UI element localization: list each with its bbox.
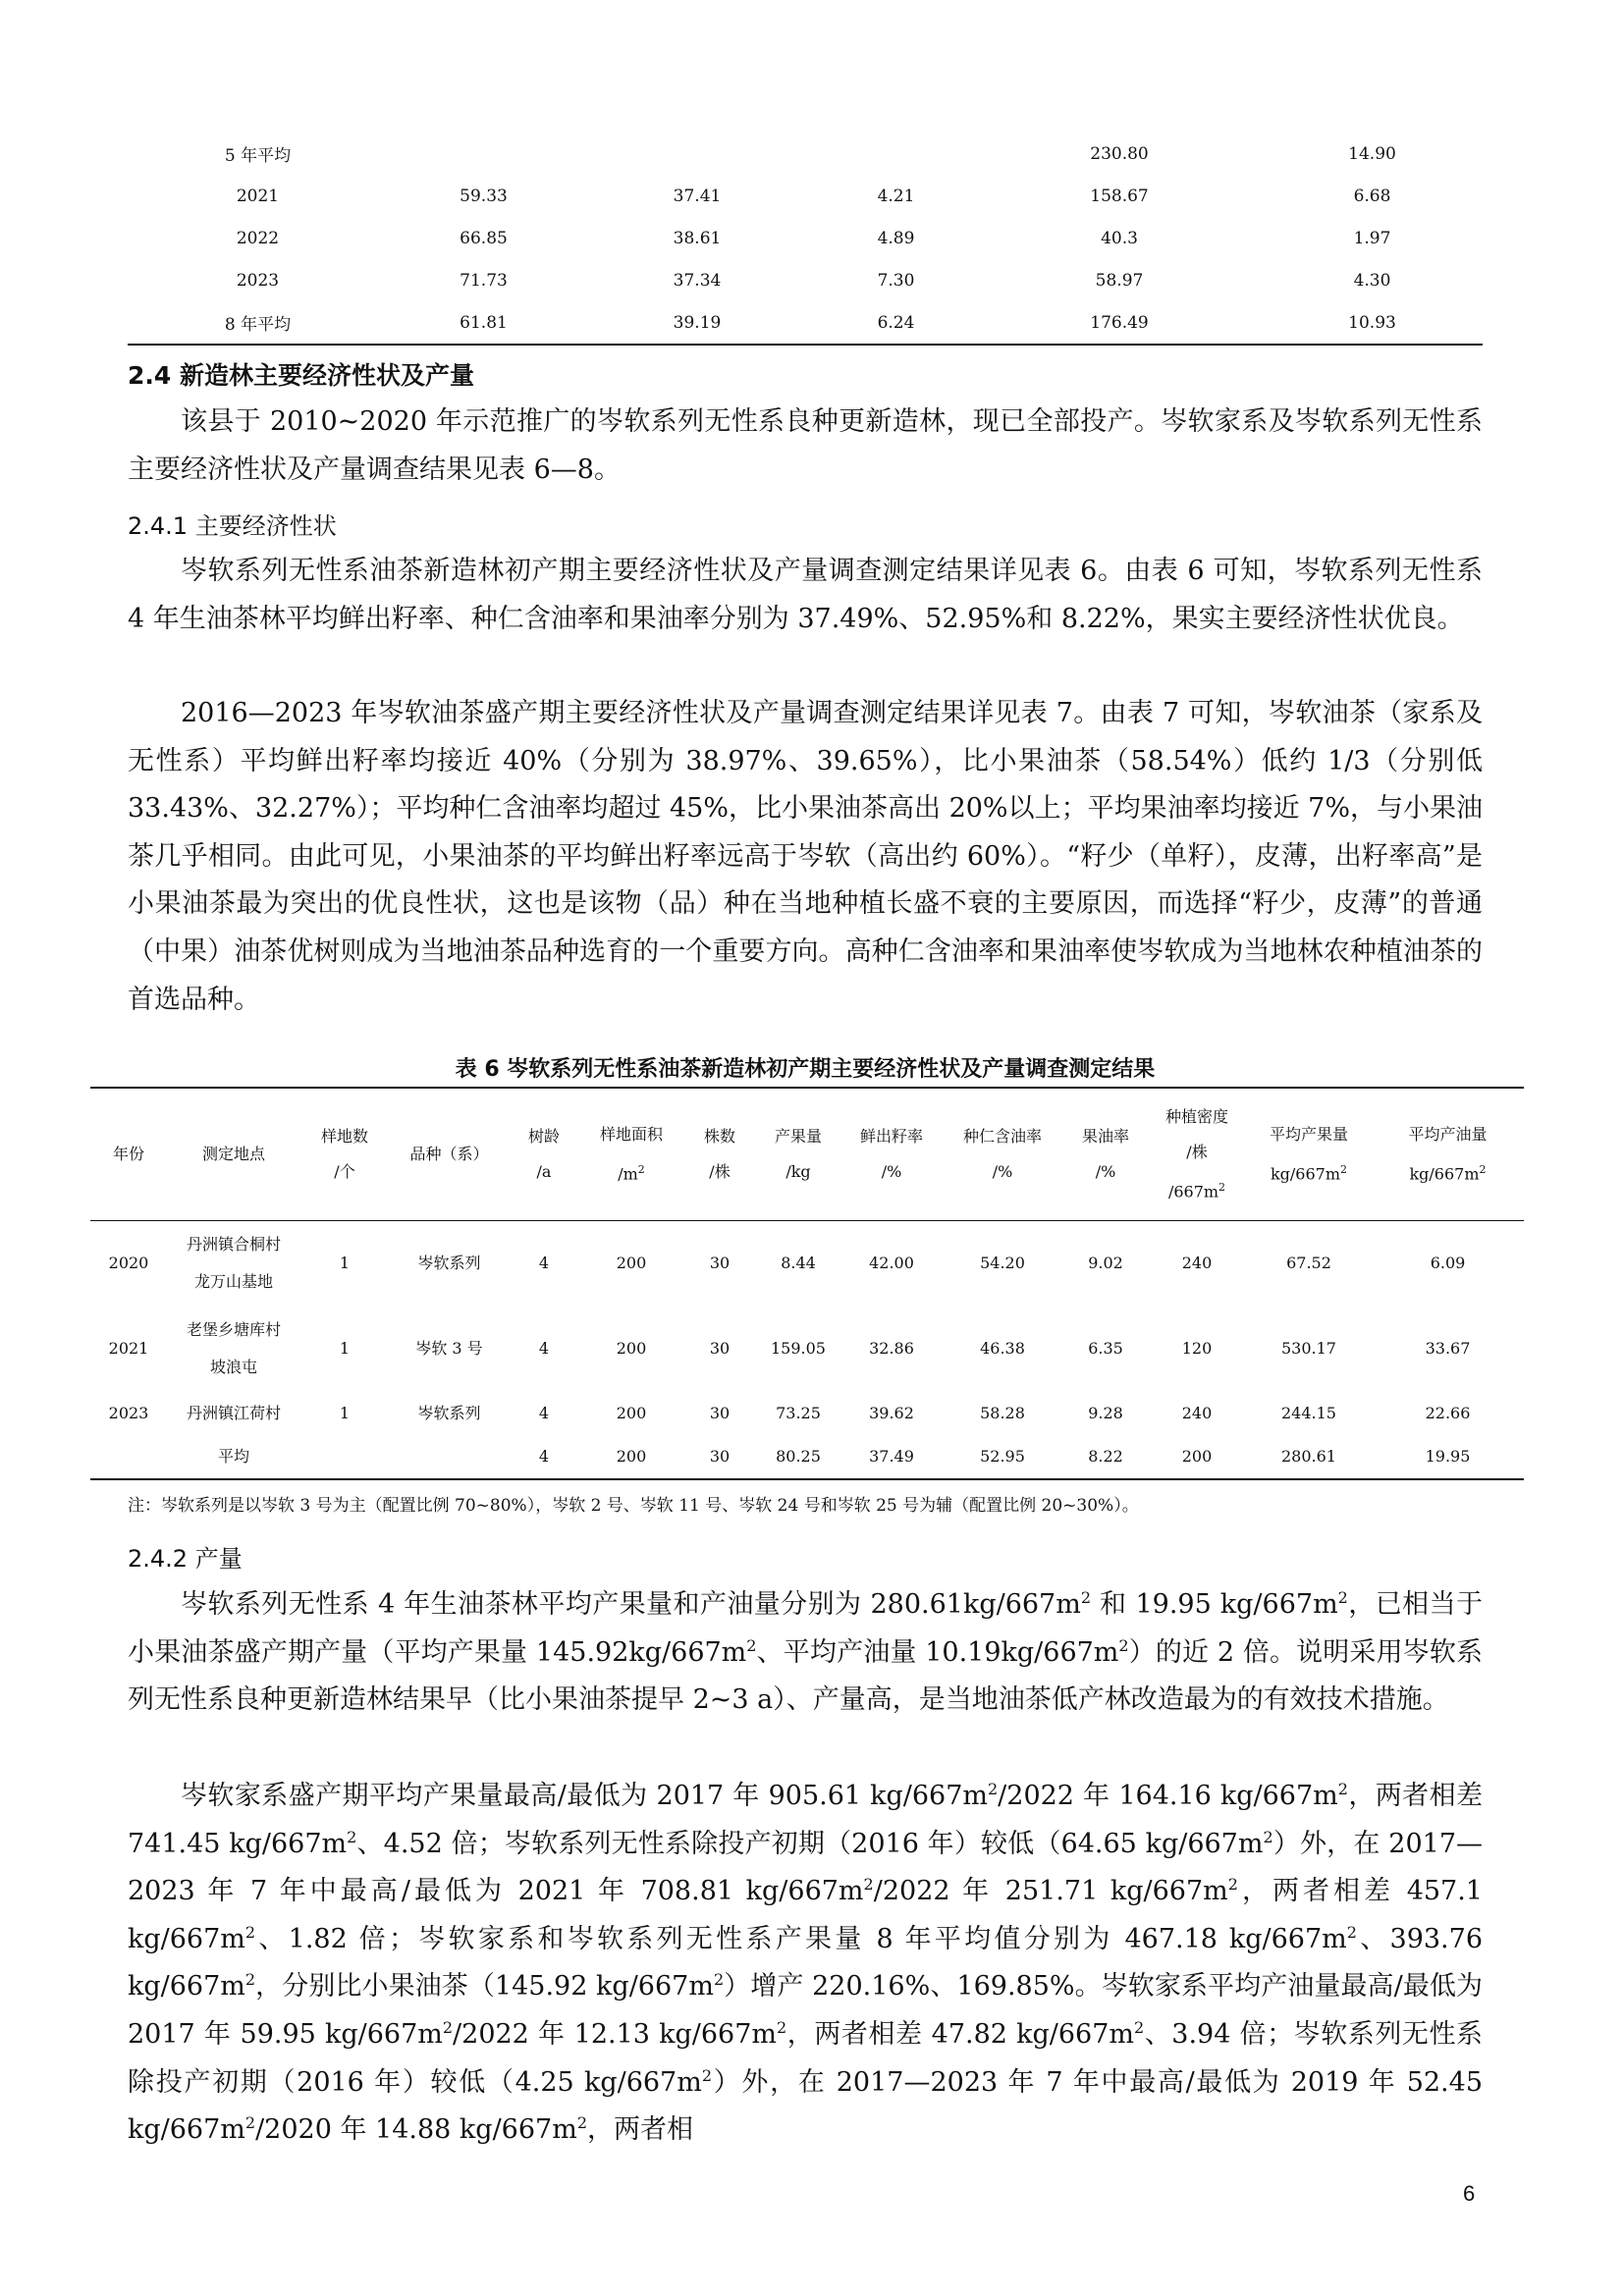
column-header: 样地面积 $/m^2$ bbox=[578, 1088, 684, 1220]
subsection-heading: 2.4.1 主要经济性状 bbox=[128, 512, 337, 540]
table-cell: 2021 bbox=[108, 1339, 149, 1358]
section-heading: 2.4 新造林主要经济性状及产量 bbox=[128, 361, 474, 390]
column-header: 品种（系） bbox=[389, 1088, 510, 1220]
table-row bbox=[128, 217, 1483, 259]
table-cell: 4.30 bbox=[1353, 270, 1391, 291]
table-row bbox=[128, 133, 1483, 175]
table-cell: 54.20 bbox=[980, 1254, 1025, 1272]
paragraph: 岑软系列无性系油茶新造林初产期主要经济性状及产量调查测定结果详见表 6。由表 6 可知，岑软系列无性系 4 年生油茶林平均鲜出籽率、种仁含油率和果油率分别为 37.49%、52.95%和 8.22%，果实主要经济性状优良。 bbox=[128, 556, 1483, 634]
table-cell bbox=[388, 133, 579, 175]
table-cell: 1.97 bbox=[1353, 228, 1391, 248]
table-row bbox=[90, 1220, 1524, 1307]
table-cell: 4.89 bbox=[877, 228, 915, 248]
table-row bbox=[90, 1392, 1524, 1435]
table-cell: 52.95 bbox=[942, 1435, 1063, 1479]
table-cell bbox=[300, 1435, 389, 1479]
table-cell: 67.52 bbox=[1286, 1254, 1331, 1272]
table-cell: 6.68 bbox=[1353, 186, 1391, 206]
table-cell: 46.38 bbox=[980, 1339, 1025, 1358]
table-cell: 4 bbox=[510, 1435, 578, 1479]
table-cell: 30 bbox=[709, 1339, 731, 1358]
table-cell: 4 bbox=[538, 1254, 550, 1272]
column-header: 株数 /株 bbox=[684, 1088, 755, 1220]
column-header: 鲜出籽率 /% bbox=[841, 1088, 942, 1220]
paragraph: 岑软系列无性系 4 年生油茶林平均产果量和产油量分别为 $280.61kg/667m^2$ 和 19.95 $kg/667m^2$，已相当于小果油茶盛产期产量（平均产果量 $145.92kg/667m^2$、平均产油量 $10.19kg/667m^2$）的近 2 倍。说明采用岑软系列无性系良种更新造林结果早（比小果油茶提早 2~3 a）、产量高，是当地油茶低产林改造最为的有效技术措施。 bbox=[128, 1588, 1484, 1716]
table-cell: 7.30 bbox=[877, 270, 915, 291]
table-cell: 6.09 bbox=[1430, 1254, 1466, 1272]
column-header: 种植密度 /株 $/667m^2$ bbox=[1148, 1088, 1246, 1220]
table-cell: 2022 bbox=[236, 228, 280, 248]
table-cell: 4 bbox=[538, 1403, 550, 1422]
table-cell: 14.90 bbox=[1348, 143, 1396, 164]
table-cell: 32.86 bbox=[869, 1339, 914, 1358]
table-note: 注：岑软系列是以岑软 3 号为主（配置比例 70~80%），岑软 2 号、岑软 11 号、岑软 24 号和岑软 25 号为辅（配置比例 20~30%）。 bbox=[128, 1496, 1139, 1516]
table-cell: 5 年平均 bbox=[224, 146, 292, 166]
table-row bbox=[128, 259, 1483, 301]
table-cell: 22.66 bbox=[1425, 1403, 1471, 1422]
table-cell: 38.61 bbox=[673, 228, 722, 248]
table-cell: 200 bbox=[616, 1254, 647, 1272]
column-header: 样地数 /个 bbox=[300, 1088, 389, 1220]
table-cell: 158.67 bbox=[1090, 186, 1149, 206]
table-cell: 2023 bbox=[108, 1403, 149, 1422]
table-cell: 平均 bbox=[167, 1435, 300, 1479]
table-cell: 1 bbox=[339, 1403, 351, 1422]
table-cell: 200 bbox=[616, 1339, 647, 1358]
page-number: 6 bbox=[1463, 2181, 1476, 2206]
subsection-heading: 2.4.2 产量 bbox=[128, 1545, 243, 1573]
table-cell: 42.00 bbox=[869, 1254, 914, 1272]
table-caption: 表 6 岑软系列无性系油茶新造林初产期主要经济性状及产量调查测定结果 bbox=[455, 1057, 1156, 1082]
table-cell: 8 年平均 bbox=[128, 301, 388, 345]
table-cell: 6.35 bbox=[1088, 1339, 1123, 1358]
table-cell: 240 bbox=[1181, 1254, 1213, 1272]
table-cell: 丹洲镇合桐村 龙万山基地 bbox=[186, 1235, 281, 1291]
table-row bbox=[128, 301, 1483, 345]
table-cell: 岑软系列 bbox=[417, 1403, 481, 1422]
column-header: 果油率 /% bbox=[1063, 1088, 1148, 1220]
table-cell: 40.3 bbox=[1101, 228, 1138, 248]
table-cell: 73.25 bbox=[776, 1403, 821, 1422]
table-cell bbox=[389, 1435, 510, 1479]
table-cell: 10.93 bbox=[1262, 301, 1483, 345]
table-row bbox=[128, 175, 1483, 217]
table-5-continuation bbox=[128, 133, 1483, 346]
table-cell: 39.62 bbox=[869, 1403, 914, 1422]
table-cell bbox=[815, 133, 977, 175]
table-cell: 30 bbox=[709, 1254, 731, 1272]
table-cell: 37.49 bbox=[841, 1435, 942, 1479]
table-cell: 4.21 bbox=[877, 186, 915, 206]
table-row bbox=[90, 1435, 1524, 1479]
table-cell: 58.28 bbox=[980, 1403, 1025, 1422]
table-cell: 61.81 bbox=[388, 301, 579, 345]
table-cell: 4 bbox=[538, 1339, 550, 1358]
column-header: 年份 bbox=[90, 1088, 167, 1220]
table-cell: 66.85 bbox=[460, 228, 508, 248]
table-cell: 2020 bbox=[108, 1254, 149, 1272]
table-cell: 280.61 bbox=[1246, 1435, 1372, 1479]
table-cell: 159.05 bbox=[771, 1339, 826, 1358]
paragraph: 该县于 2010~2020 年示范推广的岑软系列无性系良种更新造林，现已全部投产。岑软家系及岑软系列无性系主要经济性状及产量调查结果见表 6—8。 bbox=[128, 406, 1483, 485]
column-header: 平均产果量 $kg/667m^2$ bbox=[1246, 1088, 1372, 1220]
table-cell: 71.73 bbox=[460, 270, 508, 291]
table-cell: 岑软 3 号 bbox=[415, 1339, 483, 1358]
table-row bbox=[90, 1307, 1524, 1392]
table-cell bbox=[90, 1435, 167, 1479]
table-cell: 200 bbox=[616, 1403, 647, 1422]
table-cell: 176.49 bbox=[977, 301, 1262, 345]
table-cell: 58.97 bbox=[1095, 270, 1144, 291]
table-cell: 9.02 bbox=[1088, 1254, 1123, 1272]
column-header: 测定地点 bbox=[167, 1088, 300, 1220]
paragraph: 2016—2023 年岑软油茶盛产期主要经济性状及产量调查测定结果详见表 7。由表 7 可知，岑软油茶（家系及无性系）平均鲜出籽率均接近 40%（分别为 38.97%、39.65%），比小果油茶（58.54%）低约 1/3（分别低 33.43%、32.27%）；平均种仁含油率均超过 45%，比小果油茶高出 20%以上；平均果油率均接近 7%，与小果油茶几乎相同。由此可见，小果油茶的平均鲜出籽率远高于岑软（高出约 60%）。“籽少（单籽），皮薄，出籽率高”是小果油茶最为突出的优良性状，这也是该物（品）种在当地种植长盛不衰的主要原因，而选择“籽少，皮薄”的普通（中果）油茶优树则成为当地油茶品种选育的一个重要方向。高种仁含油率和果油率使岑软成为当地林农种植油茶的首选品种。 bbox=[128, 698, 1484, 1015]
table-cell: 200 bbox=[1148, 1435, 1246, 1479]
table-cell: 岑软系列 bbox=[417, 1254, 481, 1272]
table-cell: 80.25 bbox=[755, 1435, 841, 1479]
table-cell: 8.22 bbox=[1063, 1435, 1148, 1479]
table-cell: 1 bbox=[339, 1339, 351, 1358]
table-cell: 37.34 bbox=[673, 270, 722, 291]
table-cell: 30 bbox=[684, 1435, 755, 1479]
table-cell: 120 bbox=[1181, 1339, 1213, 1358]
column-header: 平均产油量 $kg/667m^2$ bbox=[1372, 1088, 1524, 1220]
column-header: 种仁含油率 /% bbox=[942, 1088, 1063, 1220]
table-cell: 19.95 bbox=[1372, 1435, 1524, 1479]
table-cell: 9.28 bbox=[1088, 1403, 1123, 1422]
table-cell: 6.24 bbox=[815, 301, 977, 345]
table-cell bbox=[579, 133, 815, 175]
table-cell: 8.44 bbox=[781, 1254, 816, 1272]
table-cell: 2023 bbox=[236, 270, 280, 291]
table-cell: 530.17 bbox=[1281, 1339, 1336, 1358]
column-header: 树龄 /a bbox=[510, 1088, 578, 1220]
table-cell: 丹洲镇江荷村 bbox=[186, 1403, 281, 1422]
table-cell: 200 bbox=[578, 1435, 684, 1479]
column-header: 产果量 /kg bbox=[755, 1088, 841, 1220]
table-cell: 39.19 bbox=[579, 301, 815, 345]
table-cell: 59.33 bbox=[460, 186, 508, 206]
table-header-row bbox=[90, 1088, 1524, 1220]
table-cell: 240 bbox=[1181, 1403, 1213, 1422]
table-cell: 老堡乡塘库村 坡浪屯 bbox=[186, 1320, 281, 1376]
table-cell: 230.80 bbox=[1090, 143, 1149, 164]
table-cell: 244.15 bbox=[1281, 1403, 1336, 1422]
table-cell: 2021 bbox=[236, 186, 280, 206]
table-cell: 33.67 bbox=[1425, 1339, 1471, 1358]
table-cell: 30 bbox=[709, 1403, 731, 1422]
table-cell: 1 bbox=[339, 1254, 351, 1272]
table-6 bbox=[90, 1087, 1524, 1480]
paragraph: 岑软家系盛产期平均产果量最高/最低为 2017 年 905.61 $kg/667m^2/2022$ 年 164.16 $kg/667m^2$，两者相差 741.45 $kg/667m^2$、4.52 倍；岑软系列无性系除投产初期（2016 年）较低（64.65 $kg/667m^2$）外，在 2017—2023 年 7 年中最高/最低为 2021 年 708.81 $kg/667m^2/2022$ 年 251.71 $kg/667m^2$，两者相差 457.1 $kg/667m^2$、1.82 倍；岑软家系和岑软系列无性系产果量 8 年平均值分别为 467.18 $kg/667m^2$、393.76 $kg/667m^2$，分别比小果油茶（145.92 $kg/667m^2$）增产 220.16%、169.85%。岑软家系平均产油量最高/最低为 2017 年 59.95 $kg/667m^2/2022$ 年 12.13 $kg/667m^2$，两者相差 47.82 $kg/667m^2$、3.94 倍；岑软系列无性系除投产初期（2016 年）较低（4.25 $kg/667m^2$）外，在 2017—2023 年 7 年中最高/最低为 2019 年 52.45 $kg/667m^2/2020$ 年 14.88 $kg/667m^2$，两者相 bbox=[128, 1780, 1484, 2146]
table-cell: 37.41 bbox=[673, 186, 722, 206]
